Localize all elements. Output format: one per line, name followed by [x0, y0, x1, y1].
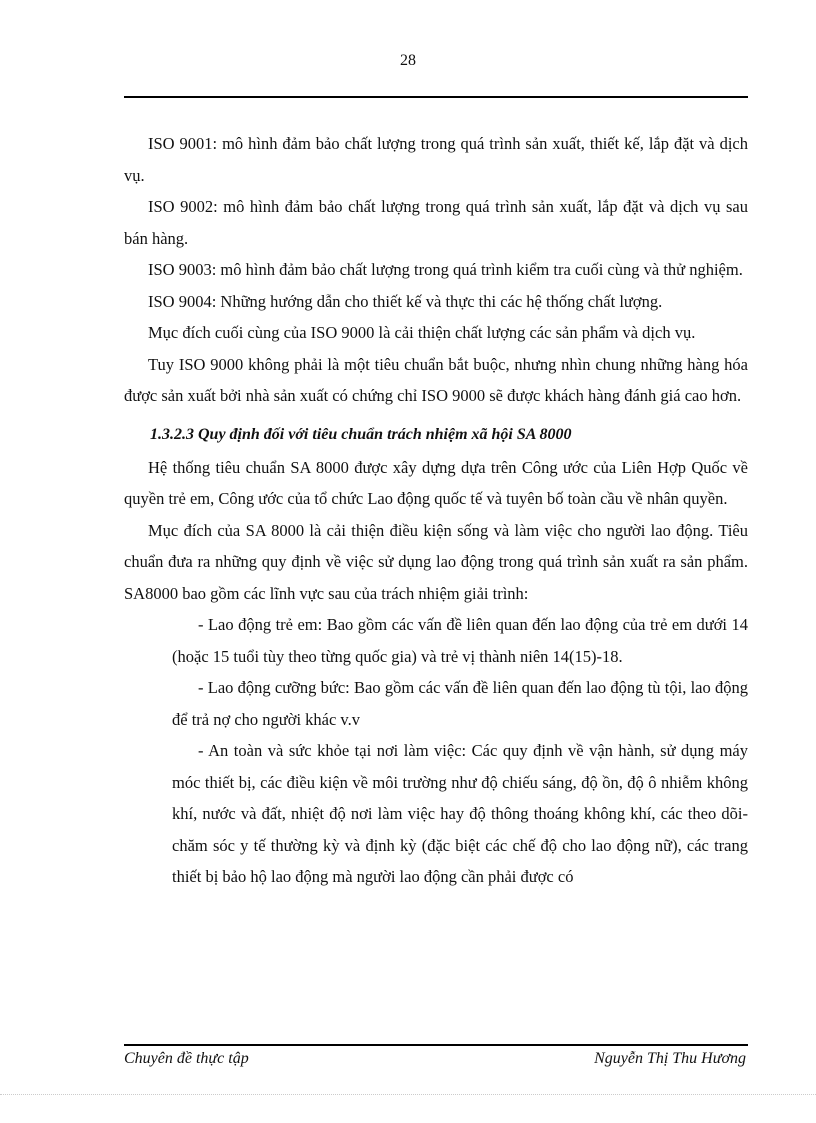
- section-heading: 1.3.2.3 Quy định đối với tiêu chuẩn trách nhiệm xã hội SA 8000: [150, 425, 572, 443]
- list-item-forced-labor: - Lao động cưỡng bức: Bao gồm các vấn đề liên quan đến lao động tù tội, lao động để trả nợ cho người khác v.v: [172, 678, 748, 729]
- paragraph-iso-purpose: Mục đích cuối cùng của ISO 9000 là cải thiện chất lượng các sản phẩm và dịch vụ.: [148, 323, 696, 342]
- header-rule: [124, 96, 748, 98]
- list-item-health-safety: - An toàn và sức khỏe tại nơi làm việc: Các quy định về vận hành, sử dụng máy móc thiết bị, các điều kiện về môi trường như độ chiếu sáng, độ ồn, độ ô nhiễm không khí, nước và đất, nhiệt độ nơi làm việc hay độ thông thoáng không khí, các theo dõi-chăm sóc y tế thường kỳ và định kỳ (đặc biệt các chế độ cho lao động nữ), các trang thiết bị bảo hộ lao động mà người lao động cần phải được có: [172, 741, 748, 886]
- footer-right-text: Nguyễn Thị Thu Hương: [594, 1050, 746, 1067]
- document-body: [124, 128, 748, 893]
- paragraph-iso-9003: ISO 9003: mô hình đảm bảo chất lượng trong quá trình kiểm tra cuối cùng và thử nghiệm.: [148, 260, 743, 279]
- footer-left-text: Chuyên đề thực tập: [124, 1050, 249, 1067]
- paragraph-iso-note: Tuy ISO 9000 không phải là một tiêu chuẩn bắt buộc, nhưng nhìn chung những hàng hóa được sản xuất bởi nhà sản xuất có chứng chỉ ISO 9000 sẽ được khách hàng đánh giá cao hơn.: [124, 354, 748, 405]
- page-number: 28: [400, 52, 416, 69]
- paragraph-iso-9004: ISO 9004: Những hướng dẫn cho thiết kế và thực thi các hệ thống chất lượng.: [148, 291, 663, 311]
- page-bottom-dotted-border: [0, 1094, 816, 1095]
- footer-rule: [124, 1044, 748, 1046]
- paragraph-iso-9001: ISO 9001: mô hình đảm bảo chất lượng trong quá trình sản xuất, thiết kế, lắp đặt và dịch vụ.: [124, 134, 748, 185]
- list-item-child-labor: - Lao động trẻ em: Bao gồm các vấn đề liên quan đến lao động của trẻ em dưới 14 (hoặc 15 tuổi tùy theo từng quốc gia) và trẻ vị thành niên 14(15)-18.: [172, 615, 748, 666]
- paragraph-sa-intro: Hệ thống tiêu chuẩn SA 8000 được xây dựng dựa trên Công ước của Liên Hợp Quốc về quyền trẻ em, Công ước của tổ chức Lao động quốc tế và tuyên bố toàn cầu về nhân quyền.: [124, 457, 748, 508]
- paragraph-iso-9002: ISO 9002: mô hình đảm bảo chất lượng trong quá trình sản xuất, lắp đặt và dịch vụ sau bán hàng.: [124, 197, 748, 248]
- paragraph-sa-purpose: Mục đích của SA 8000 là cải thiện điều kiện sống và làm việc cho người lao động. Tiêu chuẩn đưa ra những quy định về việc sử dụng lao động trong quá trình sản xuất ra sản phẩm. SA8000 bao gồm các lĩnh vực sau của trách nhiệm giải trình:: [124, 520, 748, 603]
